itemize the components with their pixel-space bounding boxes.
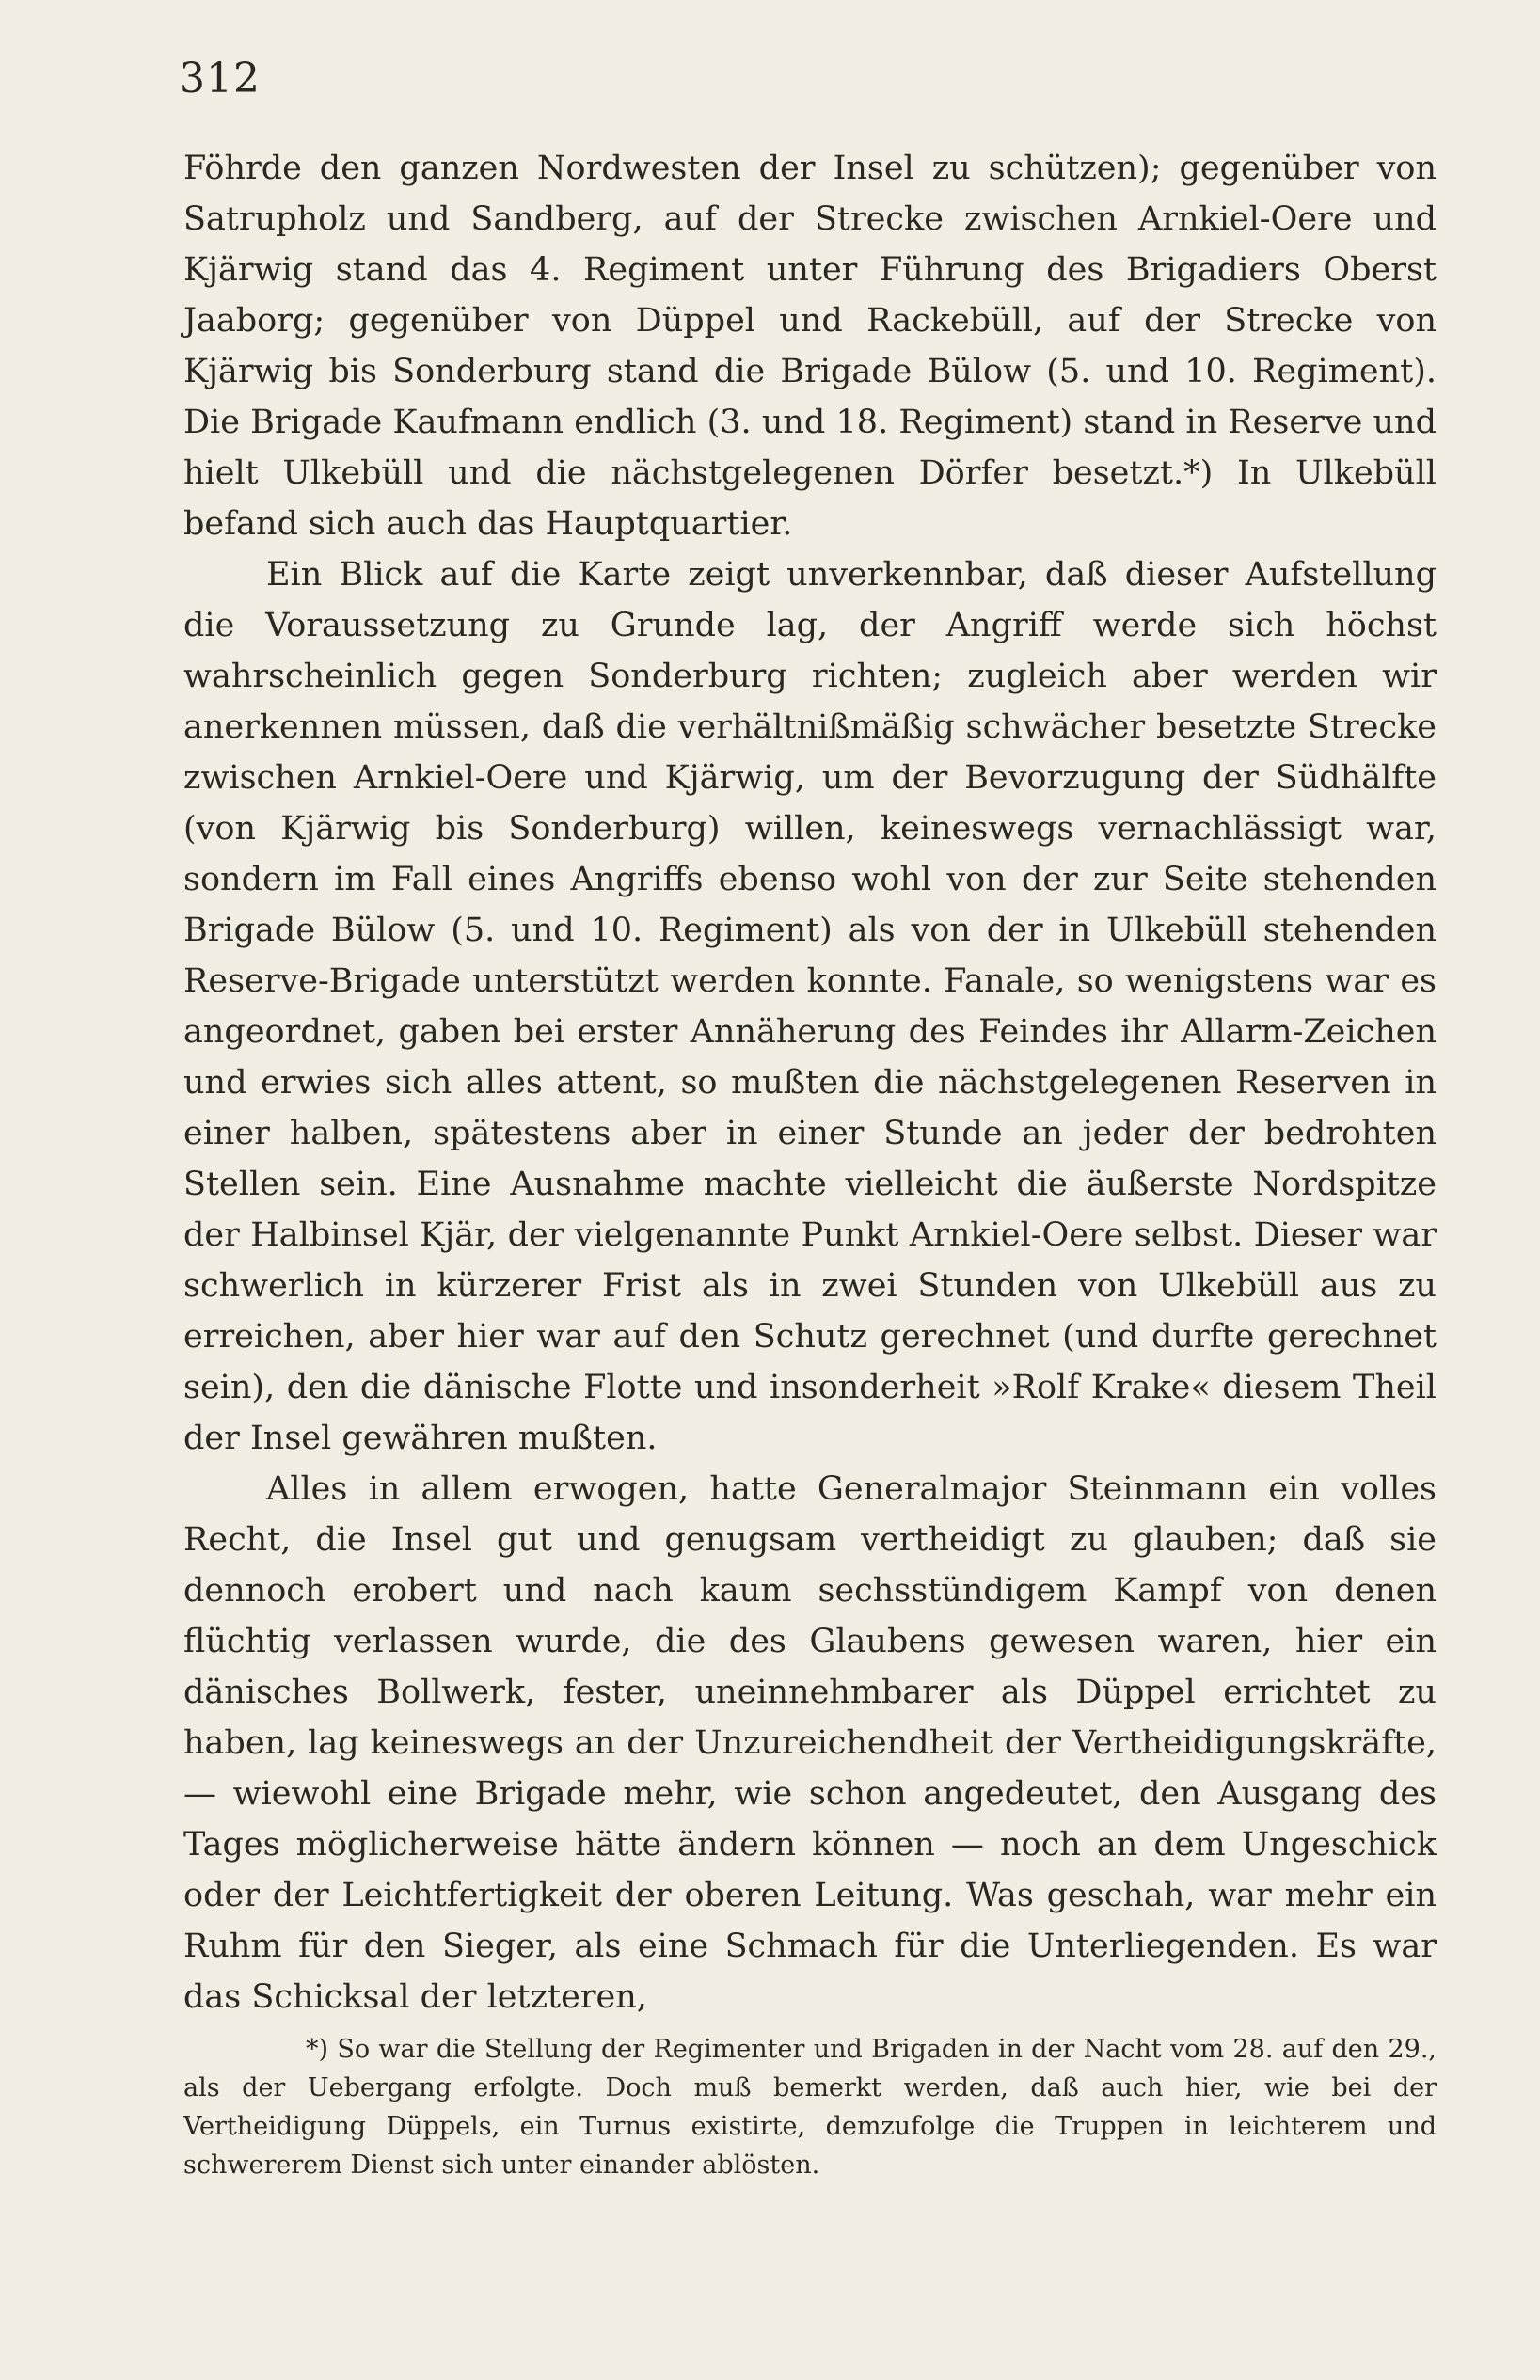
paragraph: Alles in allem erwogen, hatte Generalmajor Steinmann ein volles Recht, die Insel gut und genugsam vertheidigt zu glauben; daß sie dennoch erobert und nach kaum sechsstündigem Kampf von denen flüchtig verlassen wurde, die des Glaubens gewesen waren, hier ein dänisches Bollwerk, fester, uneinnehmbarer als Düppel errichtet zu haben, lag keineswegs an der Unzureichendheit der Vertheidigungskräfte, — wiewohl eine Brigade mehr, wie schon angedeutet, den Ausgang des Tages möglicherweise hätte ändern können — noch an dem Ungeschick oder der Leichtfertigkeit der oberen Leitung. Was geschah, war mehr ein Ruhm für den Sieger, als eine Schmach für die Unterliegenden. Es war das Schicksal der letzteren,: [183, 1470, 1437, 2016]
main-text: [183, 143, 1437, 2023]
page-number: 312: [179, 55, 261, 103]
paragraph: Ein Blick auf die Karte zeigt unverkennbar, daß dieser Aufstellung die Voraussetzung zu Grunde lag, der Angriff werde sich höchst wahrscheinlich gegen Sonderburg richten; zugleich aber werden wir anerkennen müssen, daß die verhältnißmäßig schwächer besetzte Strecke zwischen Arnkiel-Oere und Kjärwig, um der Bevorzugung der Südhälfte (von Kjärwig bis Sonderburg) willen, keineswegs vernachlässigt war, sondern im Fall eines Angriffs ebenso wohl von der zur Seite stehenden Brigade Bülow (5. und 10. Regiment) als von der in Ulkebüll stehenden Reserve-Brigade unterstützt werden konnte. Fanale, so wenigstens war es angeordnet, gaben bei erster Annäherung des Feindes ihr Allarm-Zeichen und erwies sich alles attent, so mußten die nächstgelegenen Reserven in einer halben, spätestens aber in einer Stunde an jeder der bedrohten Stellen sein. Eine Ausnahme machte vielleicht die äußerste Nordspitze der Halbinsel Kjär, der vielgenannte Punkt Arnkiel-Oere selbst. Dieser war schwerlich in kürzerer Frist als in zwei Stunden von Ulkebüll aus zu erreichen, aber hier war auf den Schutz gerechnet (und durfte gerechnet sein), den die dänische Flotte und insonderheit »Rolf Krake« diesem Theil der Insel gewähren mußten.: [183, 556, 1437, 1457]
paragraph: Föhrde den ganzen Nordwesten der Insel zu schützen); gegenüber von Satrupholz und Sandberg, auf der Strecke zwischen Arnkiel-Oere und Kjärwig stand das 4. Regiment unter Führung des Brigadiers Oberst Jaaborg; gegenüber von Düppel und Rackebüll, auf der Strecke von Kjärwig bis Sonderburg stand die Brigade Bülow (5. und 10. Regiment). Die Brigade Kaufmann endlich (3. und 18. Regiment) stand in Reserve und hielt Ulkebüll und die nächstgelegenen Dörfer besetzt.*) In Ulkebüll befand sich auch das Hauptquartier.: [183, 150, 1437, 543]
footnote: *) So war die Stellung der Regimenter und Brigaden in der Nacht vom 28. auf den 29., als der Uebergang erfolgte. Doch muß bemerkt werden, daß auch hier, wie bei der Vertheidigung Düppels, ein Turnus existirte, demzufolge die Truppen in leichterem und schwererem Dienst sich unter einander ablösten.: [183, 2035, 1437, 2180]
